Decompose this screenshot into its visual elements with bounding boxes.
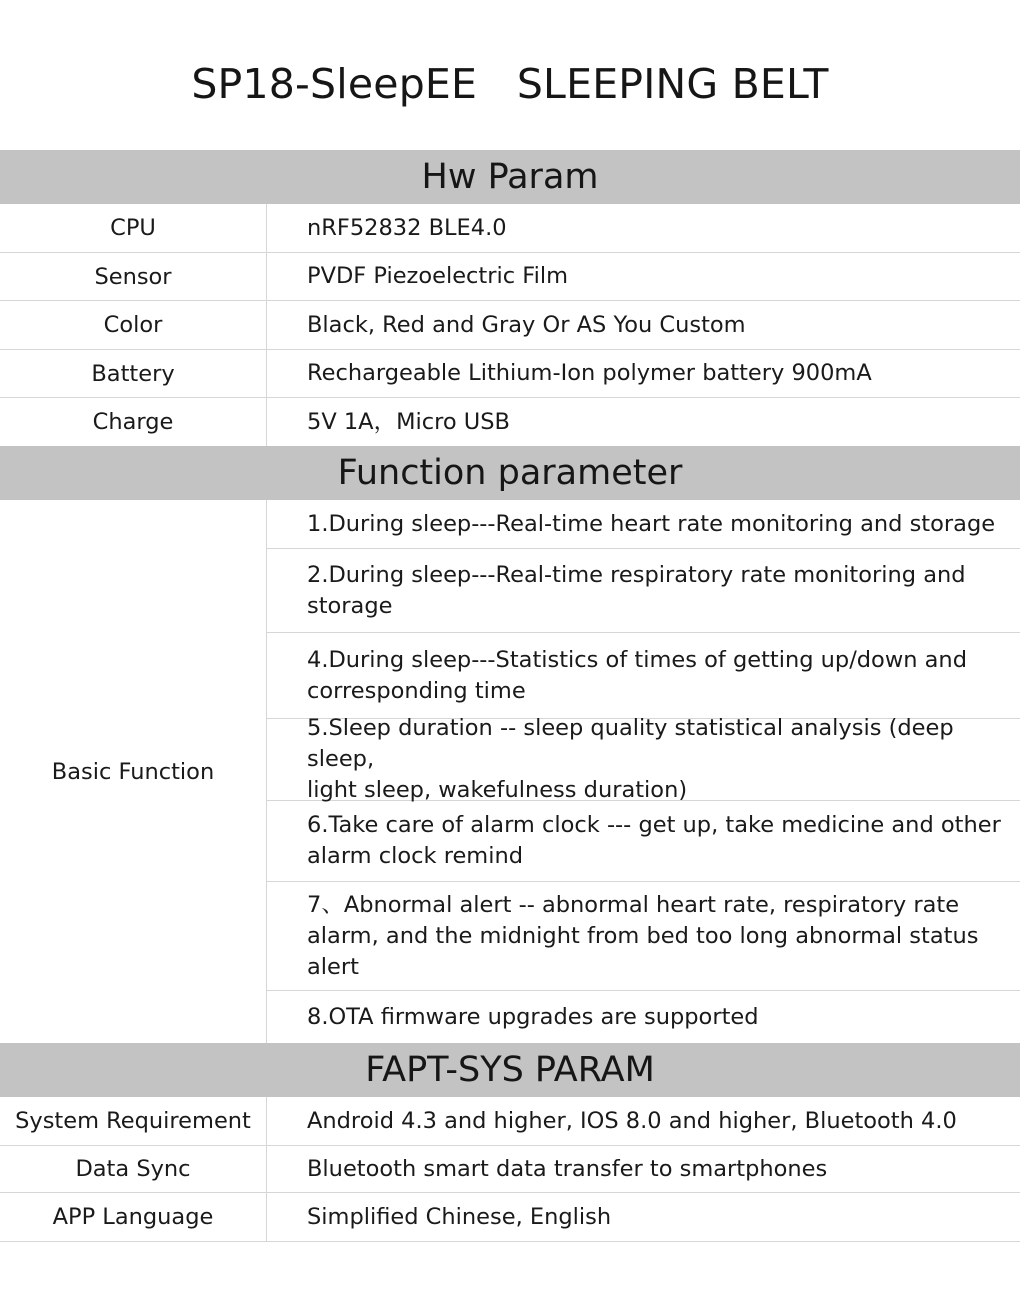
spec-row-app-language [0, 1193, 1020, 1242]
spec-row-cpu [0, 204, 1020, 253]
spec-value: Android 4.3 and higher, IOS 8.0 and higher, Bluetooth 4.0 [266, 1097, 1020, 1145]
page-title: SP18-SleepEE SLEEPING BELT [191, 60, 829, 108]
spec-row-charge [0, 398, 1020, 446]
basic-function-group [0, 500, 1020, 1043]
spec-label: System Requirement [15, 1108, 251, 1134]
section-header-fapt-sys-param: FAPT-SYS PARAM [0, 1043, 1020, 1097]
function-item: 6.Take care of alarm clock --- get up, take medicine and other alarm clock remind [267, 801, 1020, 882]
spec-value: PVDF Piezoelectric Film [266, 253, 1020, 300]
section-header-hw-param: Hw Param [0, 150, 1020, 204]
spec-row-data-sync [0, 1146, 1020, 1193]
spec-row-color [0, 301, 1020, 350]
spec-value: Bluetooth smart data transfer to smartphones [266, 1146, 1020, 1192]
function-item: 1.During sleep---Real-time heart rate monitoring and storage [267, 500, 1020, 549]
function-item: 8.OTA firmware upgrades are supported [307, 1003, 759, 1030]
function-item: 4.During sleep---Statistics of times of getting up/down and corresponding time [267, 633, 1020, 719]
spec-label: Data Sync [75, 1156, 191, 1182]
spec-row-battery [0, 350, 1020, 398]
spec-value: 5V 1A，Micro USB [266, 398, 1020, 446]
spec-label: Charge [92, 409, 174, 435]
spec-value: Simplified Chinese, English [266, 1193, 1020, 1241]
spec-label: CPU [110, 215, 156, 241]
function-item: 2.During sleep---Real-time respiratory rate monitoring and storage [267, 549, 1020, 633]
basic-function-label: Basic Function [51, 758, 215, 785]
spec-value: Rechargeable Lithium-Ion polymer battery 900mA [266, 350, 1020, 397]
spec-label: Battery [91, 360, 175, 387]
section-header-function-parameter: Function parameter [0, 446, 1020, 500]
spec-label: APP Language [52, 1204, 214, 1230]
spec-row-sensor [0, 253, 1020, 301]
basic-function-list [266, 500, 1020, 1043]
spec-label: Sensor [94, 263, 172, 290]
function-item: 7、Abnormal alert -- abnormal heart rate, respiratory rate alarm, and the midnight from bed too long abnormal status alert [267, 882, 1020, 991]
spec-value: Black, Red and Gray Or AS You Custom [266, 301, 1020, 349]
spec-value: nRF52832 BLE4.0 [266, 204, 1020, 252]
spec-label: Color [103, 312, 163, 338]
function-item: 5.Sleep duration -- sleep quality statistical analysis (deep sleep, light sleep, wakefulness duration) [267, 719, 1020, 801]
spec-row-system-requirement [0, 1097, 1020, 1146]
